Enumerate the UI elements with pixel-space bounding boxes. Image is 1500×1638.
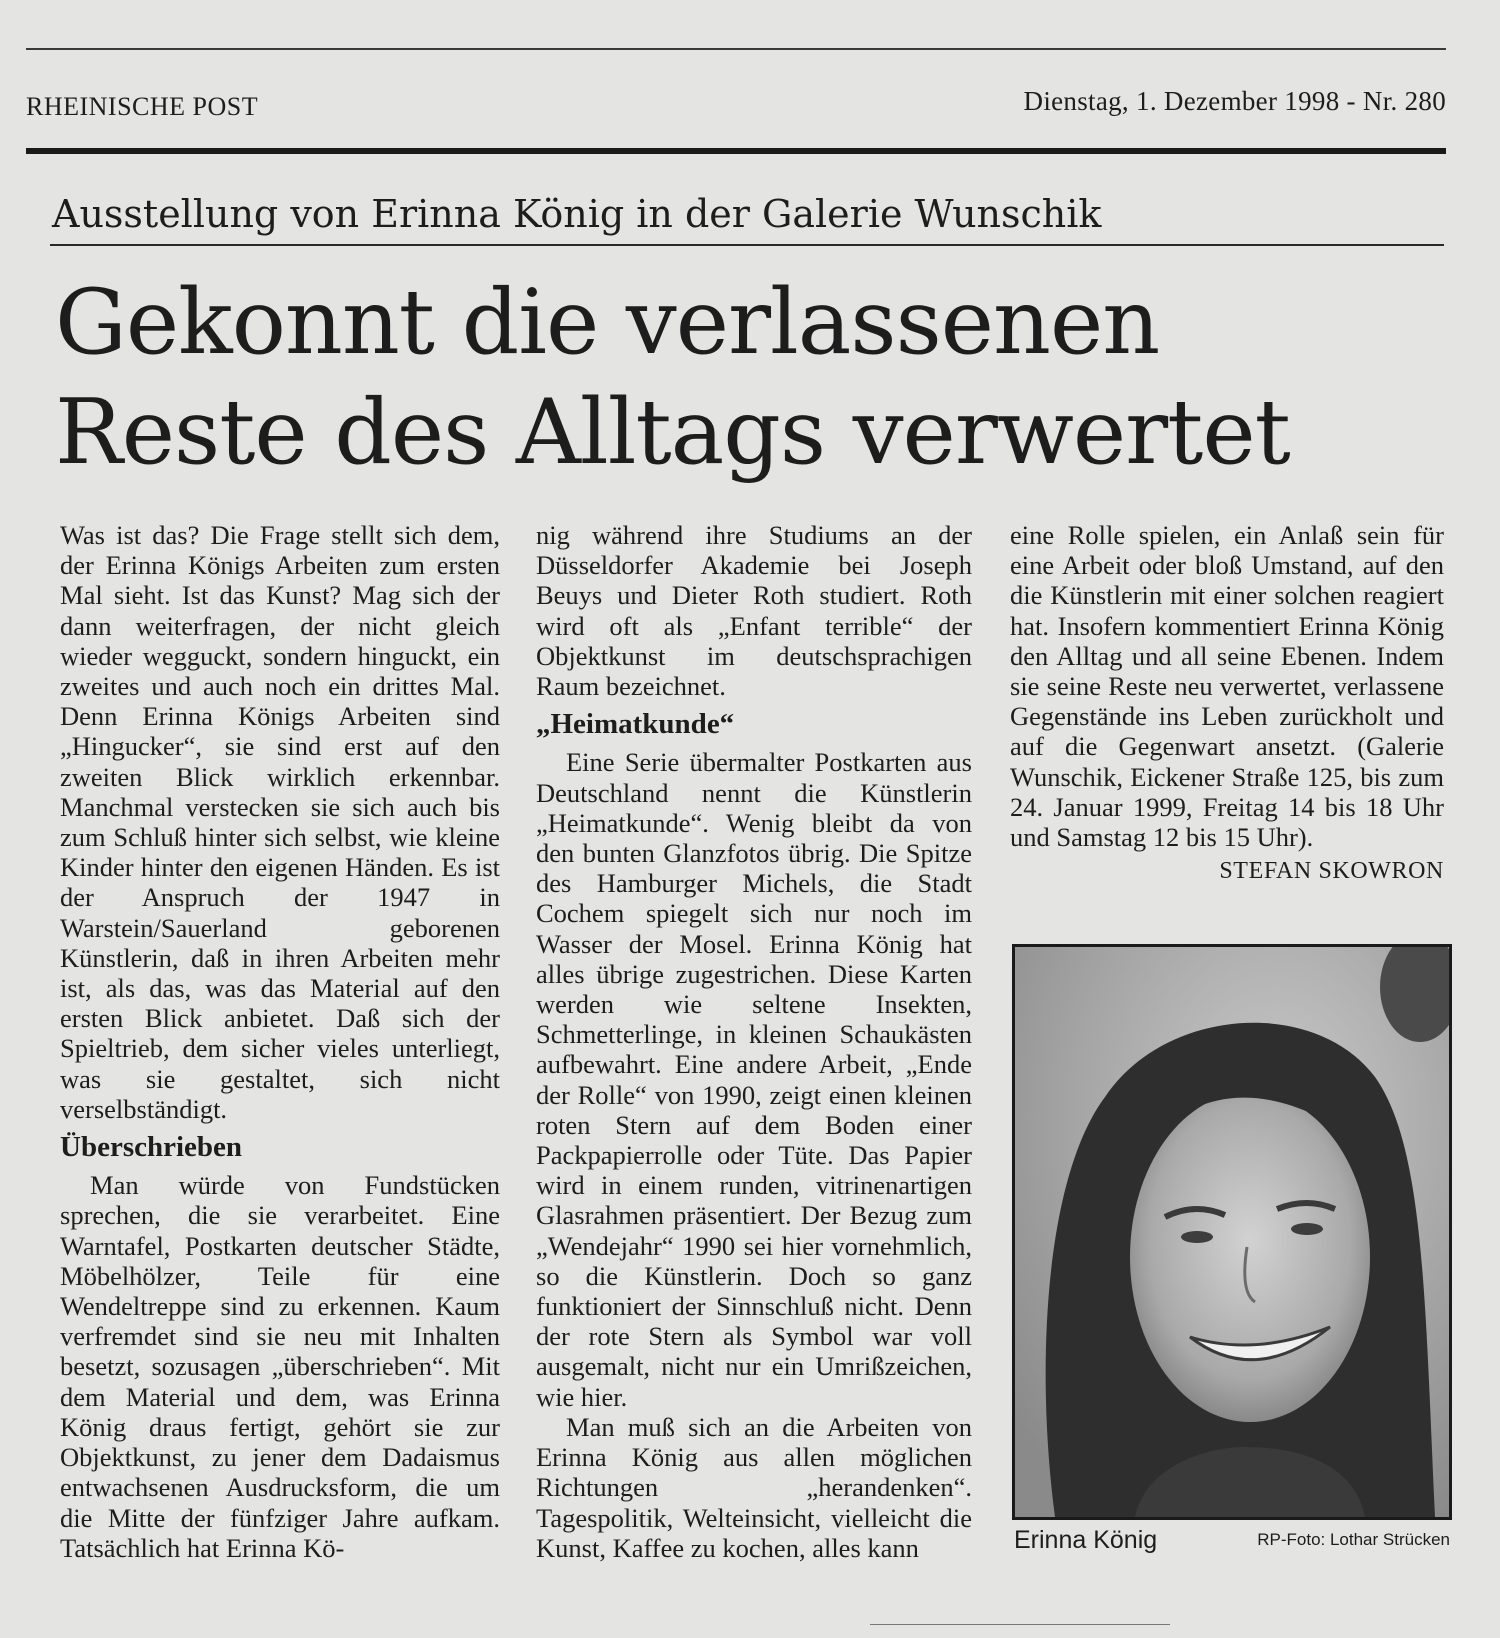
kicker-rule: [50, 244, 1444, 246]
portrait-image: [1015, 947, 1449, 1517]
paragraph-alltag: eine Rolle spielen, ein Anlaß sein für eine Arbeit oder bloß Umstand, auf den die Künstlerin mit einer solchen reagiert hat. Insofern kommentiert Erinna König den Alltag und all seine Ebenen. Indem sie seine Reste neu verwertet, verlassene Gegenstände ins Leben zurückholt und auf die Gegenwart ansetzt. (Galerie Wunschik, Eickener Straße 125, bis zum 24. Januar 1999, Freitag 14 bis 18 Uhr und Samstag 12 bis 15 Uhr).: [1010, 520, 1444, 853]
article-column-3: [1010, 520, 1444, 886]
masthead-rule: [26, 148, 1446, 154]
headline-line-2: Reste des Alltags verwertet: [55, 380, 1290, 485]
photo-credit: RP-Foto: Lothar Strücken: [1257, 1530, 1450, 1549]
subheading-ueberschrieben: Überschrieben: [60, 1131, 243, 1164]
paragraph-fundstuecke: Man würde von Fundstücken sprechen, die sie verarbeitet. Eine Warntafel, Postkarten deutscher Städte, Möbelhölzer, Teile für eine Wendeltreppe sind zu erkennen. Kaum verfremdet sind sie neu mit Inhalten besetzt, sozusagen „überschrieben“. Mit dem Material und dem, was Erinna König draus fertigt, gehört sie zur Objektkunst, zu jener dem Dadaismus entwachsenen Ausdrucksform, die um die Mitte der fünfziger Jahre aufkam. Tatsächlich hat Erinna Kö-: [60, 1170, 500, 1563]
paragraph-herandenken: Man muß sich an die Arbeiten von Erinna König aus allen möglichen Richtungen „herandenken“. Tagespolitik, Welteinsicht, vielleicht die Kunst, Kaffee zu kochen, alles kann: [536, 1411, 972, 1563]
article-headline: [55, 268, 1290, 488]
article-kicker: Ausstellung von Erinna König in der Galerie Wunschik: [52, 192, 1102, 236]
paragraph-intro: Was ist das? Die Frage stellt sich dem, der Erinna Königs Arbeiten zum ersten Mal sieht. Ist das Kunst? Mag sich der dann weiterfragen, der nicht gleich wieder wegguckt, sondern hinguckt, ein zweites und auch noch ein drittes Mal. Denn Erinna Königs Arbeiten sind „Hingucker“, sie sind erst auf den zweiten Blick wirklich erkennbar. Manchmal verstecken sie sich auch bis zum Schluß hinter sich selbst, wie kleine Kinder hinter den eigenen Händen. Es ist der Anspruch der 1947 in Warstein/Sauerland geborenen Künstlerin, daß in ihren Arbeiten mehr ist, als das, was das Material auf den ersten Blick anbietet. Daß sich der Spieltrieb, dem sicher vieles unterliegt, was sie gestaltet, sich nicht verselbständigt.: [60, 520, 500, 1124]
paragraph-studium: nig während ihre Studiums an der Düsseldorfer Akademie bei Joseph Beuys und Dieter Roth studiert. Roth wird oft als „Enfant terrible“ der Objektkunst im deutschsprachigen Raum bezeichnet.: [536, 520, 972, 702]
article-column-1: [60, 520, 500, 1563]
issue-date: Dienstag, 1. Dezember 1998 - Nr. 280: [1023, 86, 1446, 116]
photo-caption-name: Erinna König: [1014, 1526, 1158, 1554]
bottom-rule: [870, 1624, 1170, 1625]
top-rule: [26, 48, 1446, 50]
subheading-heimatkunde: „Heimatkunde“: [536, 708, 735, 741]
article-author: STEFAN SKOWRON: [1219, 858, 1444, 885]
portrait-photo: [1012, 944, 1452, 1520]
article-column-2: [536, 520, 972, 1563]
paragraph-postkarten: Eine Serie übermalter Postkarten aus Deutschland nennt die Künstlerin „Heimatkunde“. Wenig bleibt da von den bunten Glanzfotos übrig. Die Spitze des Hamburger Michels, die Stadt Cochem spiegelt sich nur noch im Wasser der Mosel. Erinna König hat alles übrige zugestrichen. Diese Karten werden wie seltene Insekten, Schmetterlinge, in kleinen Schaukästen aufbewahrt. Eine andere Arbeit, „Ende der Rolle“ von 1990, zeigt einen kleinen roten Stern auf dem Boden einer Packpapierrolle oder Tüte. Das Papier wird in einem runden, vitrinenartigen Glasrahmen präsentiert. Der Bezug zum „Wendejahr“ 1990 sei hier vornehmlich, so die Künstlerin. Doch so ganz funktioniert der Sinnschluß nicht. Denn der rote Stern als Symbol war voll ausgemalt, nicht nur ein Umrißzeichen, wie hier.: [536, 747, 972, 1412]
headline-line-1: Gekonnt die verlassenen: [55, 270, 1160, 375]
newspaper-name: RHEINISCHE POST: [26, 92, 259, 121]
